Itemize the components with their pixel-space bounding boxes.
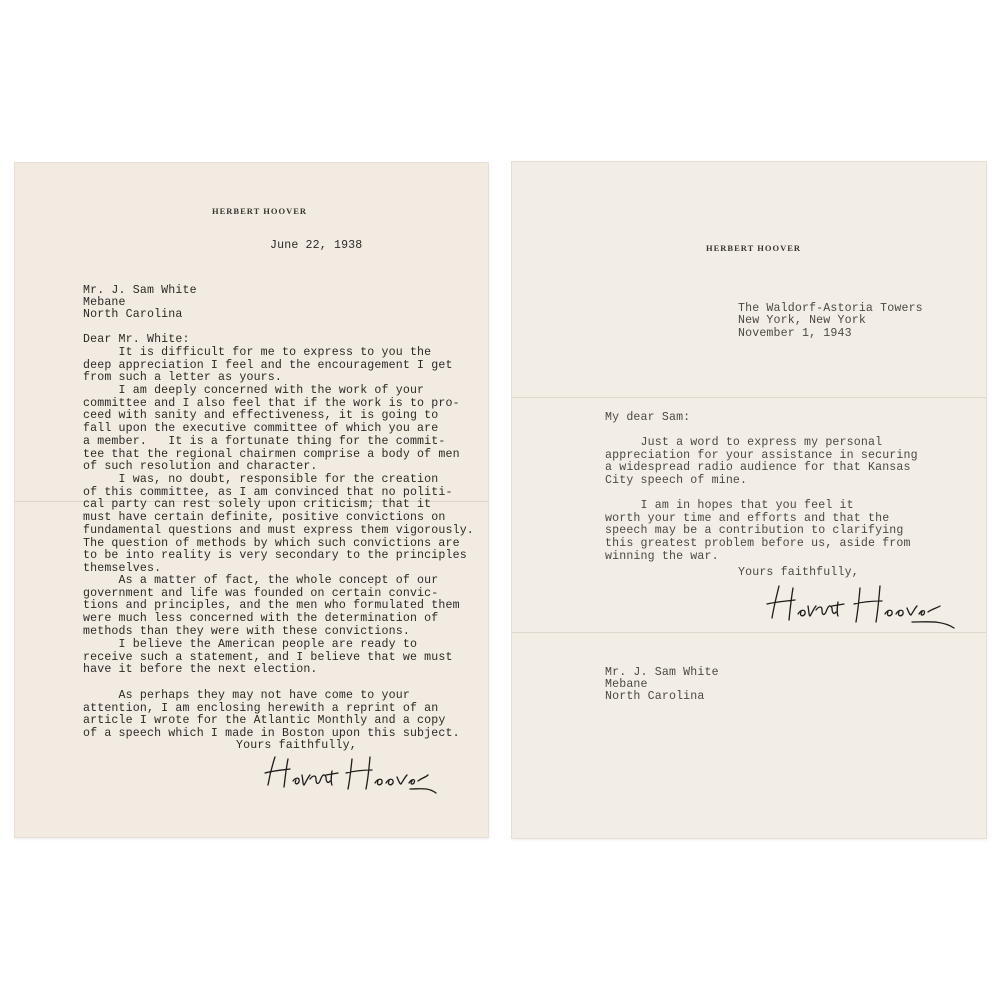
closing: Yours faithfully,: [738, 566, 859, 579]
recipient-state: North Carolina: [605, 690, 705, 703]
recipient-name: Mr. J. Sam White: [83, 284, 197, 297]
salutation: Dear Mr. White:: [83, 333, 190, 346]
paper-fold-1: [512, 397, 986, 398]
letterhead: HERBERT HOOVER: [212, 206, 308, 216]
letter-1938: [15, 163, 488, 837]
address-line-2: New York, New York: [738, 314, 866, 327]
signature: [260, 751, 440, 801]
body-paragraph-2: I am deeply concerned with the work of your committee and I also feel that if the work is to pro- ceed with sanity and effectiveness, it is going to fall upon the executive committee of which you are a member. It is a fortunate thing for the commit- tee that the regional chairmen comprise a body of men of such resolution and character.: [83, 384, 460, 474]
letter-date: November 1, 1943: [738, 327, 852, 340]
body-paragraph-5: I believe the American people are ready to receive such a statement, and I believe that we must have it before the next election.: [83, 638, 453, 677]
body-paragraph-1: It is difficult for me to express to you the deep appreciation I feel and the encouragement I get from such a letter as yours.: [83, 346, 453, 385]
salutation: My dear Sam:: [605, 411, 691, 424]
letter-1943: [512, 162, 986, 838]
body-paragraph-2: I am in hopes that you feel it worth your time and efforts and that the speech may be a contribution to clarifying this greatest problem before us, aside from winning the war.: [605, 499, 911, 563]
recipient-state: North Carolina: [83, 308, 183, 321]
recipient-name: Mr. J. Sam White: [605, 666, 719, 679]
body-paragraph-4: As a matter of fact, the whole concept of our government and life was founded on certain convic- tions and principles, and the men who formulated them were much less concerned with the determination of methods than they were with these convictions.: [83, 574, 460, 638]
recipient-city: Mebane: [83, 296, 126, 309]
letterhead: HERBERT HOOVER: [706, 243, 802, 253]
body-paragraph-3: I was, no doubt, responsible for the creation of this committee, as I am convinced that no politi- cal party can rest solely upon criticism; that it must have certain definite, positive convictions on fundamental questions and must express them vigorously. The question of methods by which such convictions are to be into reality is very secondary to the principles themselves.: [83, 473, 474, 575]
signature: [762, 578, 962, 638]
letter-date: June 22, 1938: [270, 239, 363, 252]
recipient-city: Mebane: [605, 678, 648, 691]
body-paragraph-6: As perhaps they may not have come to your attention, I am enclosing herewith a reprint of an article I wrote for the Atlantic Monthly and a copy of a speech which I made in Boston upon this subject.: [83, 689, 460, 741]
address-line-1: The Waldorf-Astoria Towers: [738, 302, 923, 315]
body-paragraph-1: Just a word to express my personal appreciation for your assistance in securing a widespread radio audience for that Kansas City speech of mine.: [605, 436, 918, 488]
closing: Yours faithfully,: [236, 739, 357, 752]
